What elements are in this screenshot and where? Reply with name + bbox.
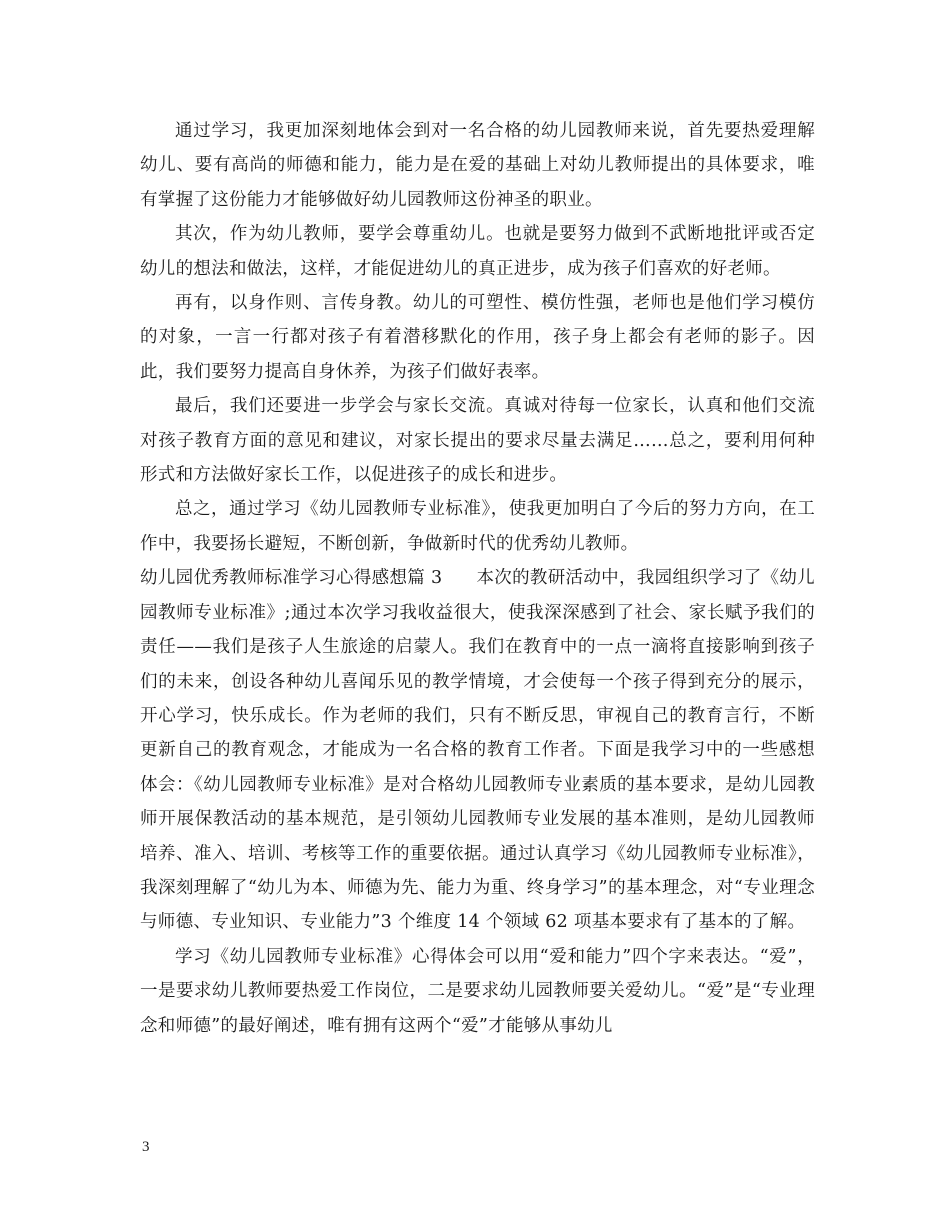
paragraph-5: 总之，通过学习《幼儿园教师专业标准》，使我更加明白了今后的努力方向，在工作中，我要扬长避短，不断创新，争做新时代的优秀幼儿教师。 [140, 499, 815, 554]
paragraph-2: 其次，作为幼儿教师，要学会尊重幼儿。也就是要努力做到不武断地批评或否定幼儿的想法和做法，这样，才能促进幼儿的真正进步，成为孩子们喜欢的好老师。 [140, 224, 815, 279]
section-heading: 幼儿园优秀教师标准学习心得感想篇 3 [140, 568, 443, 589]
page-number: 3 [142, 1139, 150, 1155]
paragraph-4: 最后，我们还要进一步学会与家长交流。真诚对待每一位家长，认真和他们交流对孩子教育方面的意见和建议，对家长提出的要求尽量去满足……总之，要利用何种形式和方法做好家长工作，以促进孩子的成长和进步。 [140, 396, 815, 486]
paragraph-1: 通过学习，我更加深刻地体会到对一名合格的幼儿园教师来说，首先要热爱理解幼儿、要有高尚的师德和能力，能力是在爱的基础上对幼儿教师提出的具体要求，唯有掌握了这份能力才能够做好幼儿园教师这份神圣的职业。 [140, 121, 815, 210]
paragraph-3: 再有，以身作则、言传身教。幼儿的可塑性、模仿性强，老师也是他们学习模仿的对象，一言一行都对孩子有着潜移默化的作用，孩子身上都会有老师的影子。因此，我们要努力提高自身休养，为孩子们做好表率。 [140, 293, 815, 382]
closing-paragraph: 学习《幼儿园教师专业标准》心得体会可以用“爱和能力”四个字来表达。“爱”，一是要求幼儿教师要热爱工作岗位，二是要求幼儿园教师要关爱幼儿。“爱”是“专业理念和师德”的最好阐述，唯有拥有这两个“爱”才能够从事幼儿 [140, 946, 815, 1036]
section-text: 本次的教研活动中，我园组织学习了《幼儿园教师专业标准》;通过本次学习我收益很大，使我深深感到了社会、家长赋予我们的责任——我们是孩子人生旅途的启蒙人。我们在教育中的一点一滴将直接影响到孩子们的未来，创设各种幼儿喜闻乐见的教学情境，才会使每一个孩子得到充分的展示，开心学习，快乐成长。作为老师的我们，只有不断反思，审视自己的教育言行，不断更新自己的教育观念，才能成为一名合格的教育工作者。下面是我学习中的一些感想体会：《幼儿园教师专业标准》是对合格幼儿园教师专业素质的基本要求，是幼儿园教师开展保教活动的基本规范，是引领幼儿园教师专业发展的基本准则，是幼儿园教师培养、准入、培训、考核等工作的重要依据。通过认真学习《幼儿园教师专业标准》，我深刻理解了“幼儿为本、师德为先、能力为重、终身学习”的基本理念，对“专业理念与师德、专业知识、专业能力”3 个维度 14 个领域 62 项基本要求有了基本的了解。 [140, 568, 815, 933]
document-body [140, 114, 815, 1043]
section-paragraph [140, 561, 815, 939]
